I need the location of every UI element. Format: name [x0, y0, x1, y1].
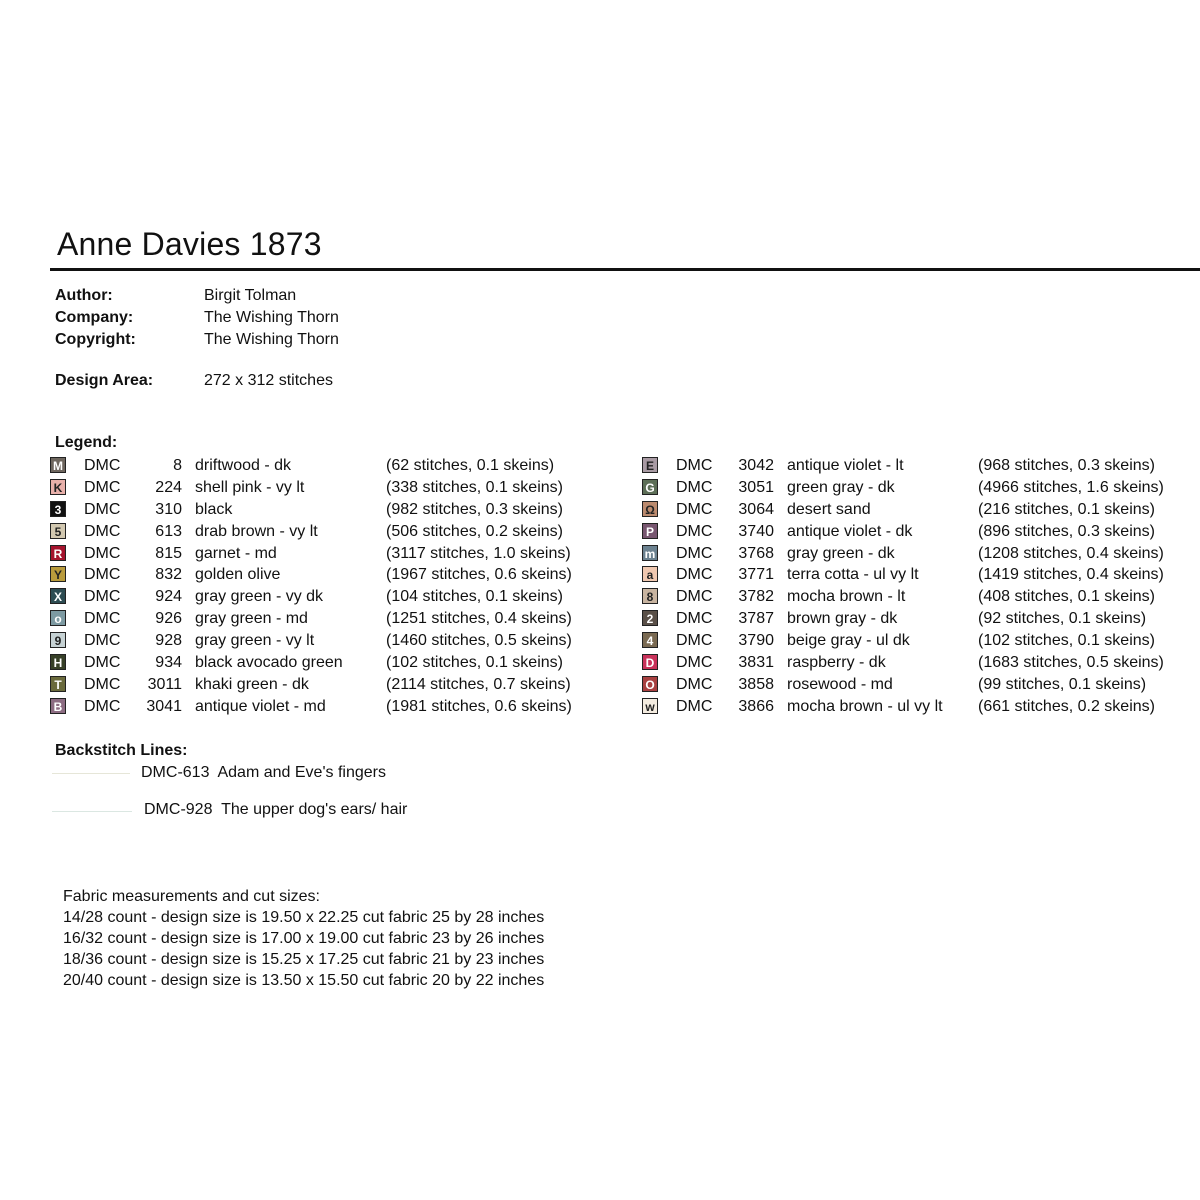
legend-color-name: antique violet - md — [195, 697, 326, 715]
legend-stitch-count: (1208 stitches, 0.4 skeins) — [978, 544, 1164, 562]
design-area-label: Design Area: — [55, 372, 154, 389]
legend-floss-number: 3790 — [738, 632, 774, 650]
legend-floss-number: 3011 — [147, 675, 182, 693]
legend-color-name: shell pink - vy lt — [195, 478, 305, 496]
legend-stitch-count: (1967 stitches, 0.6 skeins) — [386, 566, 572, 584]
legend-floss-number: 3042 — [738, 457, 774, 474]
meta-value: The Wishing Thorn — [204, 331, 339, 348]
fabric-line: 16/32 count - design size is 17.00 x 19.00 cut fabric 23 by 26 inches — [63, 930, 545, 947]
legend-symbol: 3 — [50, 501, 66, 517]
legend-stitch-count: (1251 stitches, 0.4 skeins) — [386, 610, 572, 628]
legend-symbol: E — [642, 457, 658, 473]
legend-color-name: antique violet - lt — [787, 457, 904, 474]
legend-symbol: Y — [50, 566, 66, 582]
fabric-heading: Fabric measurements and cut sizes: — [63, 888, 320, 905]
legend-floss-number: 3768 — [738, 544, 774, 562]
legend-floss-number: 3771 — [738, 566, 774, 584]
legend-floss-number: 926 — [155, 610, 182, 628]
legend-floss-number: 3064 — [738, 500, 774, 518]
legend-floss-number: 224 — [155, 478, 182, 496]
legend-symbol: B — [50, 698, 66, 714]
backstitch-desc: The upper dog's ears/ hair — [221, 801, 408, 818]
legend-floss-number: 3041 — [146, 697, 182, 715]
legend-color-name: driftwood - dk — [195, 457, 292, 474]
legend-color-name: khaki green - dk — [195, 675, 309, 693]
meta-value: Birgit Tolman — [204, 287, 297, 304]
legend-stitch-count: (102 stitches, 0.1 skeins) — [386, 654, 563, 672]
legend-symbol: 2 — [642, 610, 658, 626]
legend-stitch-count: (102 stitches, 0.1 skeins) — [978, 632, 1155, 650]
backstitch-heading: Backstitch Lines: — [55, 742, 188, 759]
legend-stitch-count: (104 stitches, 0.1 skeins) — [386, 588, 563, 606]
legend-brand: DMC — [84, 500, 121, 518]
legend-stitch-count: (1419 stitches, 0.4 skeins) — [978, 566, 1164, 584]
legend-color-name: gray green - md — [195, 610, 308, 628]
backstitch-desc: Adam and Eve's fingers — [217, 764, 386, 781]
legend-floss-number: 3858 — [738, 675, 774, 693]
legend-floss-number: 815 — [155, 544, 182, 562]
legend-stitch-count: (1981 stitches, 0.6 skeins) — [386, 697, 572, 715]
legend-stitch-count: (661 stitches, 0.2 skeins) — [978, 697, 1155, 715]
meta-label: Author: — [55, 287, 113, 304]
legend-brand: DMC — [84, 522, 121, 540]
legend-stitch-count: (338 stitches, 0.1 skeins) — [386, 478, 563, 496]
legend-floss-number: 3051 — [738, 478, 774, 496]
legend-floss-number: 3787 — [738, 610, 774, 628]
legend-color-name: rosewood - md — [787, 675, 893, 693]
legend-stitch-count: (3117 stitches, 1.0 skeins) — [386, 544, 571, 562]
fabric-line: 20/40 count - design size is 13.50 x 15.50 cut fabric 20 by 22 inches — [63, 972, 545, 989]
legend-symbol: H — [50, 654, 66, 670]
legend-brand: DMC — [676, 566, 713, 584]
legend-color-name: gray green - vy lt — [195, 632, 315, 650]
legend-stitch-count: (1683 stitches, 0.5 skeins) — [978, 654, 1164, 672]
legend-brand: DMC — [84, 697, 121, 715]
legend-symbol: o — [50, 610, 66, 626]
legend-floss-number: 3782 — [738, 588, 774, 606]
legend-color-name: mocha brown - ul vy lt — [787, 697, 943, 715]
legend-symbol: X — [50, 588, 66, 604]
meta-row-company — [55, 307, 339, 329]
legend-symbol: G — [642, 479, 658, 495]
design-area — [55, 372, 333, 390]
legend-brand: DMC — [84, 588, 121, 606]
legend-brand: DMC — [676, 522, 713, 540]
legend-symbol: 5 — [50, 523, 66, 539]
legend-stitch-count: (4966 stitches, 1.6 skeins) — [978, 478, 1164, 496]
fabric-line: 18/36 count - design size is 15.25 x 17.25 cut fabric 21 by 23 inches — [63, 951, 545, 968]
legend-brand: DMC — [676, 457, 713, 474]
legend-floss-number: 310 — [155, 500, 182, 518]
legend-symbol: R — [50, 545, 66, 561]
legend-brand: DMC — [84, 675, 121, 693]
legend-color-name: green gray - dk — [787, 478, 895, 496]
legend-brand: DMC — [84, 654, 121, 672]
fabric-line: 14/28 count - design size is 19.50 x 22.25 cut fabric 25 by 28 inches — [63, 909, 545, 926]
page-title: Anne Davies 1873 — [57, 226, 322, 262]
title-divider — [50, 268, 1200, 271]
legend-floss-number: 928 — [155, 632, 182, 650]
legend-stitch-count: (408 stitches, 0.1 skeins) — [978, 588, 1155, 606]
legend-brand: DMC — [676, 632, 713, 650]
legend-symbol: P — [642, 523, 658, 539]
legend-symbol: 8 — [642, 588, 658, 604]
legend-floss-number: 832 — [155, 566, 182, 584]
legend-brand: DMC — [676, 654, 713, 672]
legend-stitch-count: (1460 stitches, 0.5 skeins) — [386, 632, 572, 650]
legend-stitch-count: (92 stitches, 0.1 skeins) — [978, 610, 1147, 628]
legend-color-name: terra cotta - ul vy lt — [787, 566, 919, 584]
legend-brand: DMC — [84, 544, 121, 562]
legend-brand: DMC — [676, 675, 713, 693]
legend-floss-number: 3831 — [738, 654, 774, 672]
backstitch-line-613 — [141, 764, 386, 782]
legend-floss-number: 8 — [173, 457, 182, 474]
legend-brand: DMC — [676, 500, 713, 518]
legend-color-name: brown gray - dk — [787, 610, 898, 628]
legend-color-name: black avocado green — [195, 654, 343, 672]
legend-floss-number: 3740 — [738, 522, 774, 540]
legend-brand: DMC — [84, 610, 121, 628]
meta-row-copyright — [55, 329, 339, 351]
backstitch-swatch-613 — [52, 773, 130, 774]
legend-color-name: raspberry - dk — [787, 654, 886, 672]
legend-brand: DMC — [84, 566, 121, 584]
backstitch-code: DMC-928 — [144, 801, 213, 818]
design-area-value: 272 x 312 stitches — [204, 372, 333, 389]
legend-stitch-count: (216 stitches, 0.1 skeins) — [978, 500, 1155, 518]
legend-color-name: gray green - dk — [787, 544, 895, 562]
legend-symbol: a — [642, 566, 658, 582]
legend-floss-number: 3866 — [738, 697, 774, 715]
meta-value: The Wishing Thorn — [204, 309, 339, 326]
fabric-measurements — [63, 886, 544, 991]
legend-stitch-count: (968 stitches, 0.3 skeins) — [978, 457, 1155, 474]
legend-symbol: m — [642, 545, 658, 561]
legend-heading: Legend: — [55, 434, 118, 451]
legend-floss-number: 613 — [155, 522, 182, 540]
legend-symbol: M — [50, 457, 66, 473]
legend-stitch-count: (2114 stitches, 0.7 skeins) — [386, 675, 571, 693]
legend-floss-number: 924 — [155, 588, 182, 606]
backstitch-code: DMC-613 — [141, 764, 210, 781]
legend-brand: DMC — [676, 697, 713, 715]
legend-symbol: 9 — [50, 632, 66, 648]
legend-color-name: garnet - md — [195, 544, 277, 562]
legend-stitch-count: (506 stitches, 0.2 skeins) — [386, 522, 563, 540]
meta-label: Company: — [55, 309, 134, 326]
legend-symbol: K — [50, 479, 66, 495]
legend-brand: DMC — [676, 478, 713, 496]
legend-stitch-count: (982 stitches, 0.3 skeins) — [386, 500, 563, 518]
backstitch-swatch-928 — [52, 811, 132, 812]
legend-symbol: w — [642, 698, 658, 714]
legend-floss-number: 934 — [155, 654, 182, 672]
legend-brand: DMC — [676, 544, 713, 562]
meta-row-author — [55, 285, 339, 307]
legend-color-name: gray green - vy dk — [195, 588, 324, 606]
backstitch-line-928 — [144, 801, 407, 819]
legend-symbol: 4 — [642, 632, 658, 648]
legend-color-name: beige gray - ul dk — [787, 632, 910, 650]
legend-color-name: golden olive — [195, 566, 281, 584]
legend-color-name: mocha brown - lt — [787, 588, 906, 606]
legend-stitch-count: (99 stitches, 0.1 skeins) — [978, 675, 1147, 693]
meta-block — [55, 285, 339, 351]
legend-brand: DMC — [84, 478, 121, 496]
legend-color-name: desert sand — [787, 500, 871, 518]
legend-color-name: antique violet - dk — [787, 522, 913, 540]
legend-symbol: Ω — [642, 501, 658, 517]
legend-stitch-count: (62 stitches, 0.1 skeins) — [386, 457, 555, 474]
legend-symbol: D — [642, 654, 658, 670]
legend-symbol: T — [50, 676, 66, 692]
legend-brand: DMC — [676, 610, 713, 628]
meta-label: Copyright: — [55, 331, 136, 348]
legend-brand: DMC — [84, 457, 121, 474]
legend-color-name: black — [195, 500, 233, 518]
legend-stitch-count: (896 stitches, 0.3 skeins) — [978, 522, 1155, 540]
legend-brand: DMC — [84, 632, 121, 650]
legend-brand: DMC — [676, 588, 713, 606]
legend-color-name: drab brown - vy lt — [195, 522, 318, 540]
legend-symbol: O — [642, 676, 658, 692]
